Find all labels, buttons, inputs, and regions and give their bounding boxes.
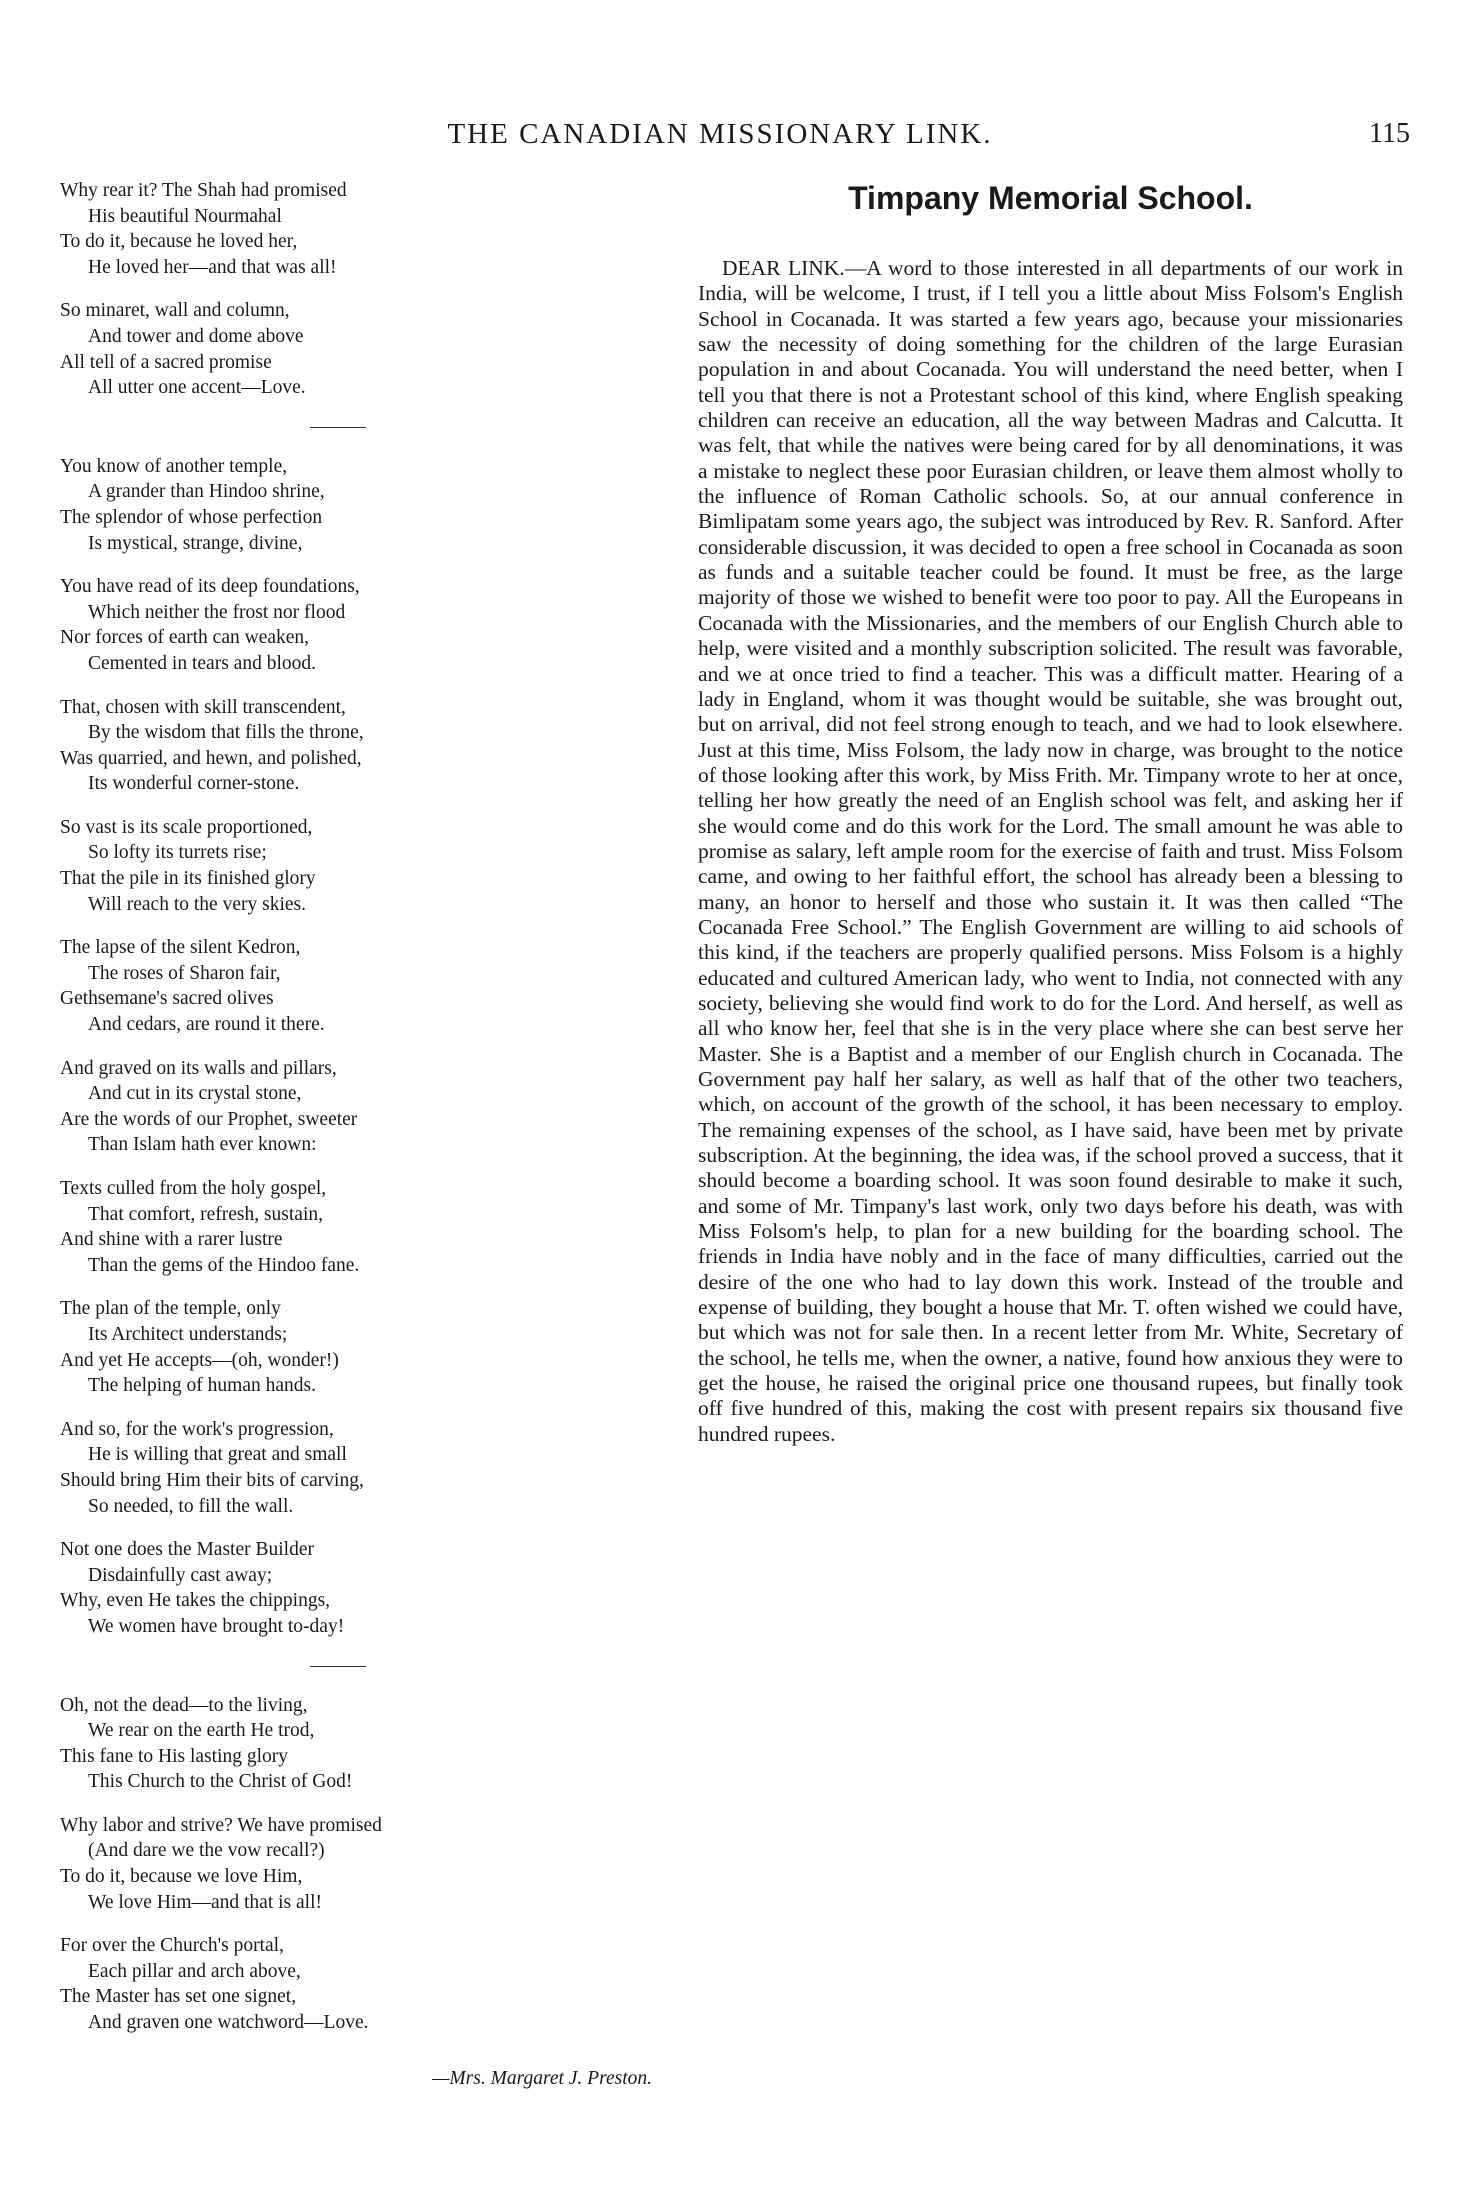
poem-stanza: [60, 1056, 670, 1158]
page-header: [60, 118, 1410, 158]
poem-line: Texts culled from the holy gospel,: [60, 1178, 327, 1199]
poem-line: Disdainfully cast away;: [88, 1564, 273, 1586]
article-heading: Timpany Memorial School.: [848, 180, 1253, 216]
poem-line: So minaret, wall and column,: [60, 300, 290, 322]
poem-line: Why rear it? The Shah had promised: [60, 180, 347, 201]
poem-stanza: [60, 1933, 670, 2035]
poem-signature: —Mrs. Margaret J. Preston.: [432, 2067, 652, 2089]
poem-line: The splendor of whose perfection: [60, 506, 323, 528]
poem-line: And graven one watchword—Love.: [88, 2012, 369, 2034]
poem-line: The Master has set one signet,: [60, 1986, 297, 2008]
poem-line: So lofty its turrets rise;: [88, 842, 267, 864]
poem-line: To do it, because we love Him,: [60, 1866, 303, 1888]
poem-stanza: [60, 454, 670, 556]
poem-stanza: [60, 1296, 670, 1398]
article-column: [698, 178, 1403, 1447]
poem-line: You know of another temple,: [60, 455, 288, 477]
poem-line: And tower and dome above: [88, 325, 304, 347]
poem-line: Are the words of our Prophet, sweeter: [60, 1108, 358, 1130]
poem-line: Oh, not the dead—to the living,: [60, 1694, 308, 1716]
poem-line: We rear on the earth He trod,: [88, 1720, 315, 1742]
poem-line: This Church to the Christ of God!: [88, 1771, 353, 1793]
poem-line: Why labor and strive? We have promised: [60, 1814, 382, 1836]
poem-stanza: [60, 695, 670, 797]
page-number: 115: [1369, 118, 1410, 149]
section-divider: [310, 427, 366, 428]
poem-line: That the pile in its finished glory: [60, 868, 316, 890]
poem-line: That comfort, refresh, sustain,: [88, 1203, 324, 1225]
poem-line: His beautiful Nourmahal: [88, 205, 282, 227]
section-divider: [310, 1666, 366, 1667]
poem-column: [60, 178, 670, 2091]
poem-line: All utter one accent—Love.: [88, 377, 306, 399]
poem-line: Which neither the frost nor flood: [88, 601, 346, 623]
poem-line: That, chosen with skill transcendent,: [60, 696, 346, 718]
poem-line: And shine with a rarer lustre: [60, 1229, 283, 1251]
journal-title: THE CANADIAN MISSIONARY LINK.: [447, 118, 993, 150]
poem-line: Is mystical, strange, divine,: [88, 532, 303, 554]
poem-line: Nor forces of earth can weaken,: [60, 627, 310, 649]
poem-stanza: [60, 178, 670, 280]
poem-stanza: [60, 1176, 670, 1278]
poem-line: You have read of its deep foundations,: [60, 576, 360, 598]
poem-line: So needed, to fill the wall.: [88, 1495, 294, 1517]
poem-line: (And dare we the vow recall?): [88, 1840, 325, 1862]
poem-stanza: [60, 1417, 670, 1519]
poem-line: Each pillar and arch above,: [88, 1960, 301, 1982]
poem-line: And cut in its crystal stone,: [88, 1083, 302, 1105]
poem-line: This fane to His lasting glory: [60, 1745, 289, 1767]
poem-stanza: [60, 815, 670, 917]
poem-line: Why, even He takes the chippings,: [60, 1590, 331, 1612]
poem-line: Will reach to the very skies.: [88, 893, 306, 915]
poem-line: Than the gems of the Hindoo fane.: [88, 1254, 360, 1276]
poem-line: To do it, because he loved her,: [60, 231, 298, 253]
poem-line: We love Him—and that is all!: [88, 1891, 322, 1913]
poem-line: And graved on its walls and pillars,: [60, 1057, 337, 1079]
poem-stanza: [60, 935, 670, 1037]
poem-line: Was quarried, and hewn, and polished,: [60, 747, 362, 769]
poem-line: Gethsemane's sacred olives: [60, 988, 274, 1010]
poem-line: Cemented in tears and blood.: [88, 652, 316, 674]
poem-stanza: [60, 1813, 670, 1915]
poem-stanza: [60, 1537, 670, 1639]
poem-line: So vast is its scale proportioned,: [60, 816, 313, 838]
poem-stanza: [60, 1693, 670, 1795]
poem-line: The helping of human hands.: [88, 1375, 316, 1397]
poem-line: He loved her—and that was all!: [88, 256, 337, 278]
poem-line: And cedars, are round it there.: [88, 1014, 325, 1036]
article-body: DEAR LINK.—A word to those interested in all departments of our work in India, will be welcome, I trust, if I tell you a little about Miss Folsom's English School in Cocanada. It was started a few years ago, because your missionaries saw the necessity of doing something for the children of the large Eurasian population in and about Cocanada. You will understand the need better, when I tell you that there is not a Protestant school of this kind, where English speaking children can receive an education, all the way between Madras and Calcutta. It was felt, that while the natives were being cared for by all denominations, it was a mistake to neglect these poor Eurasian children, or leave them almost wholly to the influence of Roman Catholic schools. So, at our annual conference in Bimlipatam some years ago, the subject was introduced by Rev. R. Sanford. After considerable discussion, it was decided to open a free school in Cocanada as soon as funds and a suitable teacher could be found. It must be free, as the large majority of those we wished to benefit were too poor to pay. All the Europeans in Cocanada with the Missionaries, and the members of our English Church able to help, were visited and a monthly subscription solicited. The result was favorable, and we at once tried to find a teacher. This was a difficult matter. Hearing of a lady in England, whom it was thought would be suitable, she was brought out, but on arrival, did not feel strong enough to teach, and we had to look elsewhere. Just at this time, Miss Folsom, the lady now in charge, was brought to the notice of those looking after this work, by Miss Frith. Mr. Timpany wrote to her at once, telling her how greatly the need of an English school was felt, and asking her if she would come and do this work for the Lord. The small amount he was able to promise as salary, left ample room for the exercise of faith and trust. Miss Folsom came, and owing to her faithful effort, the school has already been a blessing to many, an honor to herself and those who sustain it. It was then called “The Cocanada Free School.” The English Government are willing to aid schools of this kind, if the teachers are properly qualified persons. Miss Folsom is a highly educated and cultured American lady, who went to India, not connected with any society, believing she would find work to do for the Lord. And herself, as well as all who know her, feel that she is in the very place where she can best serve her Master. She is a Baptist and a member of our English church in Cocanada. The Government pay half her salary, as well as half that of the other two teachers, which, on account of the growth of the school, it has been necessary to employ. The remaining expenses of the school, as I have said, have been met by private subscription. At the beginning, the idea was, if the school proved a success, that it should become a boarding school. It was soon found desirable to make it such, and some of Mr. Timpany's last work, only two days before his death, was with Miss Folsom's help, to plan for a new building for the boarding school. The friends in India have nobly and in the face of many difficulties, carried out the desire of the one who had to lay down this work. Instead of the trouble and expense of building, they bought a house that Mr. T. often wished we could have, but which was not for sale then. In a recent letter from Mr. White, Secretary of the school, he tells me, when the owner, a native, found how anxious they were to get the house, he raised the original price one thousand rupees, but finally took off five hundred of this, making the cost with present repairs six thousand five hundred rupees.: [698, 256, 1403, 1446]
poem-line: Its Architect understands;: [88, 1323, 288, 1345]
poem-line: And yet He accepts—(oh, wonder!): [60, 1349, 339, 1371]
poem-line: For over the Church's portal,: [60, 1935, 284, 1957]
poem-line: By the wisdom that fills the throne,: [88, 722, 364, 744]
poem-line: Than Islam hath ever known:: [88, 1134, 317, 1156]
poem-stanza: [60, 574, 670, 676]
poem-line: He is willing that great and small: [88, 1444, 347, 1466]
poem-stanza: [60, 298, 670, 400]
poem-line: The plan of the temple, only: [60, 1298, 281, 1320]
poem-line: A grander than Hindoo shrine,: [88, 481, 325, 503]
poem-line: We women have brought to-day!: [88, 1615, 345, 1637]
poem-line: All tell of a sacred promise: [60, 351, 272, 373]
poem-line: And so, for the work's progression,: [60, 1418, 334, 1440]
poem-line: Its wonderful corner-stone.: [88, 773, 300, 795]
poem-line: Should bring Him their bits of carving,: [60, 1469, 364, 1491]
poem-line: The lapse of the silent Kedron,: [60, 937, 301, 959]
poem-line: The roses of Sharon fair,: [88, 962, 281, 984]
poem-line: Not one does the Master Builder: [60, 1539, 314, 1561]
